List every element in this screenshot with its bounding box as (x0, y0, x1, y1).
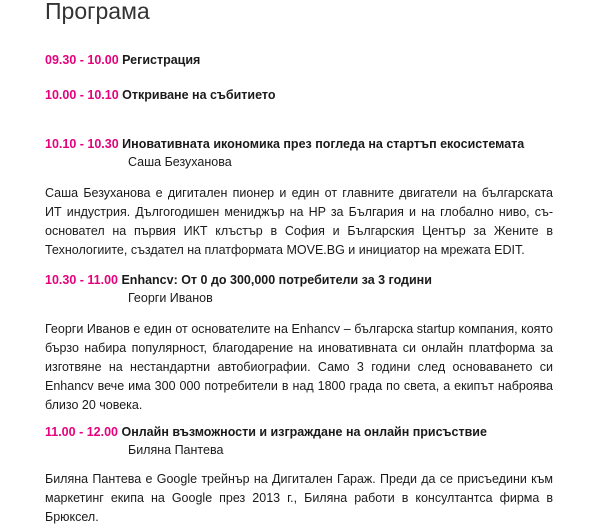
slot-time: 10.10 - 10.30 (45, 137, 119, 151)
program-slot-registration (45, 52, 200, 68)
program-slot-online-presence (45, 424, 487, 440)
program-slot-enhancv (45, 272, 432, 288)
slot-title: Иновативната икономика през погледа на стартъп екосистемата (122, 137, 525, 151)
speaker-bio: Георги Иванов е един от основателите на Enhancv – българска startup компания, която бързо набира популярност, благодарение на иновативната си онлайн платформа за изготвяне на нестандартни автобиографии. Само 3 години след основаването си Enhancv вече има 300 000 потребители в над 1800 града по света, а екипът наброява близо 20 човека. (45, 322, 553, 412)
program-slot-innovative-economy (45, 136, 524, 152)
slot-time: 11.00 - 12.00 (45, 425, 118, 439)
program-slot-opening (45, 87, 276, 103)
slot-time: 09.30 - 10.00 (45, 53, 119, 67)
speaker-bio: Саша Безуханова е дигитален пионер и един от главните двигатели на българската ИТ индустрия. Дългогодишен мениджър на HP за България и на глобално ниво, съ-основател на първия ИКТ клъстър в София и Българския Център за Жените в Технологиите, създател на платформата MOVE.BG и инициатор на мрежата EDIT. (45, 186, 553, 257)
slot-title: Регистрация (122, 53, 201, 67)
slot-time: 10.30 - 11.00 (45, 273, 118, 287)
speaker-name: Георги Иванов (128, 291, 213, 305)
slot-time: 10.00 - 10.10 (45, 88, 119, 102)
slot-title: Откриване на събитието (122, 88, 276, 102)
speaker-bio: Биляна Пантева е Google трейнър на Дигитален Гараж. Преди да се присъедини към маркетинг екипа на Google през 2013 г., Биляна работи в консултантса фирма в Брюксел. (45, 472, 553, 524)
slot-title: Enhancv: От 0 до 300,000 потребители за 3 години (121, 273, 432, 287)
page-title: Програма (45, 0, 150, 24)
speaker-name: Саша Безуханова (128, 155, 232, 169)
slot-title: Онлайн възможности и изграждане на онлайн присъствие (121, 425, 487, 439)
speaker-name: Биляна Пантева (128, 443, 224, 457)
